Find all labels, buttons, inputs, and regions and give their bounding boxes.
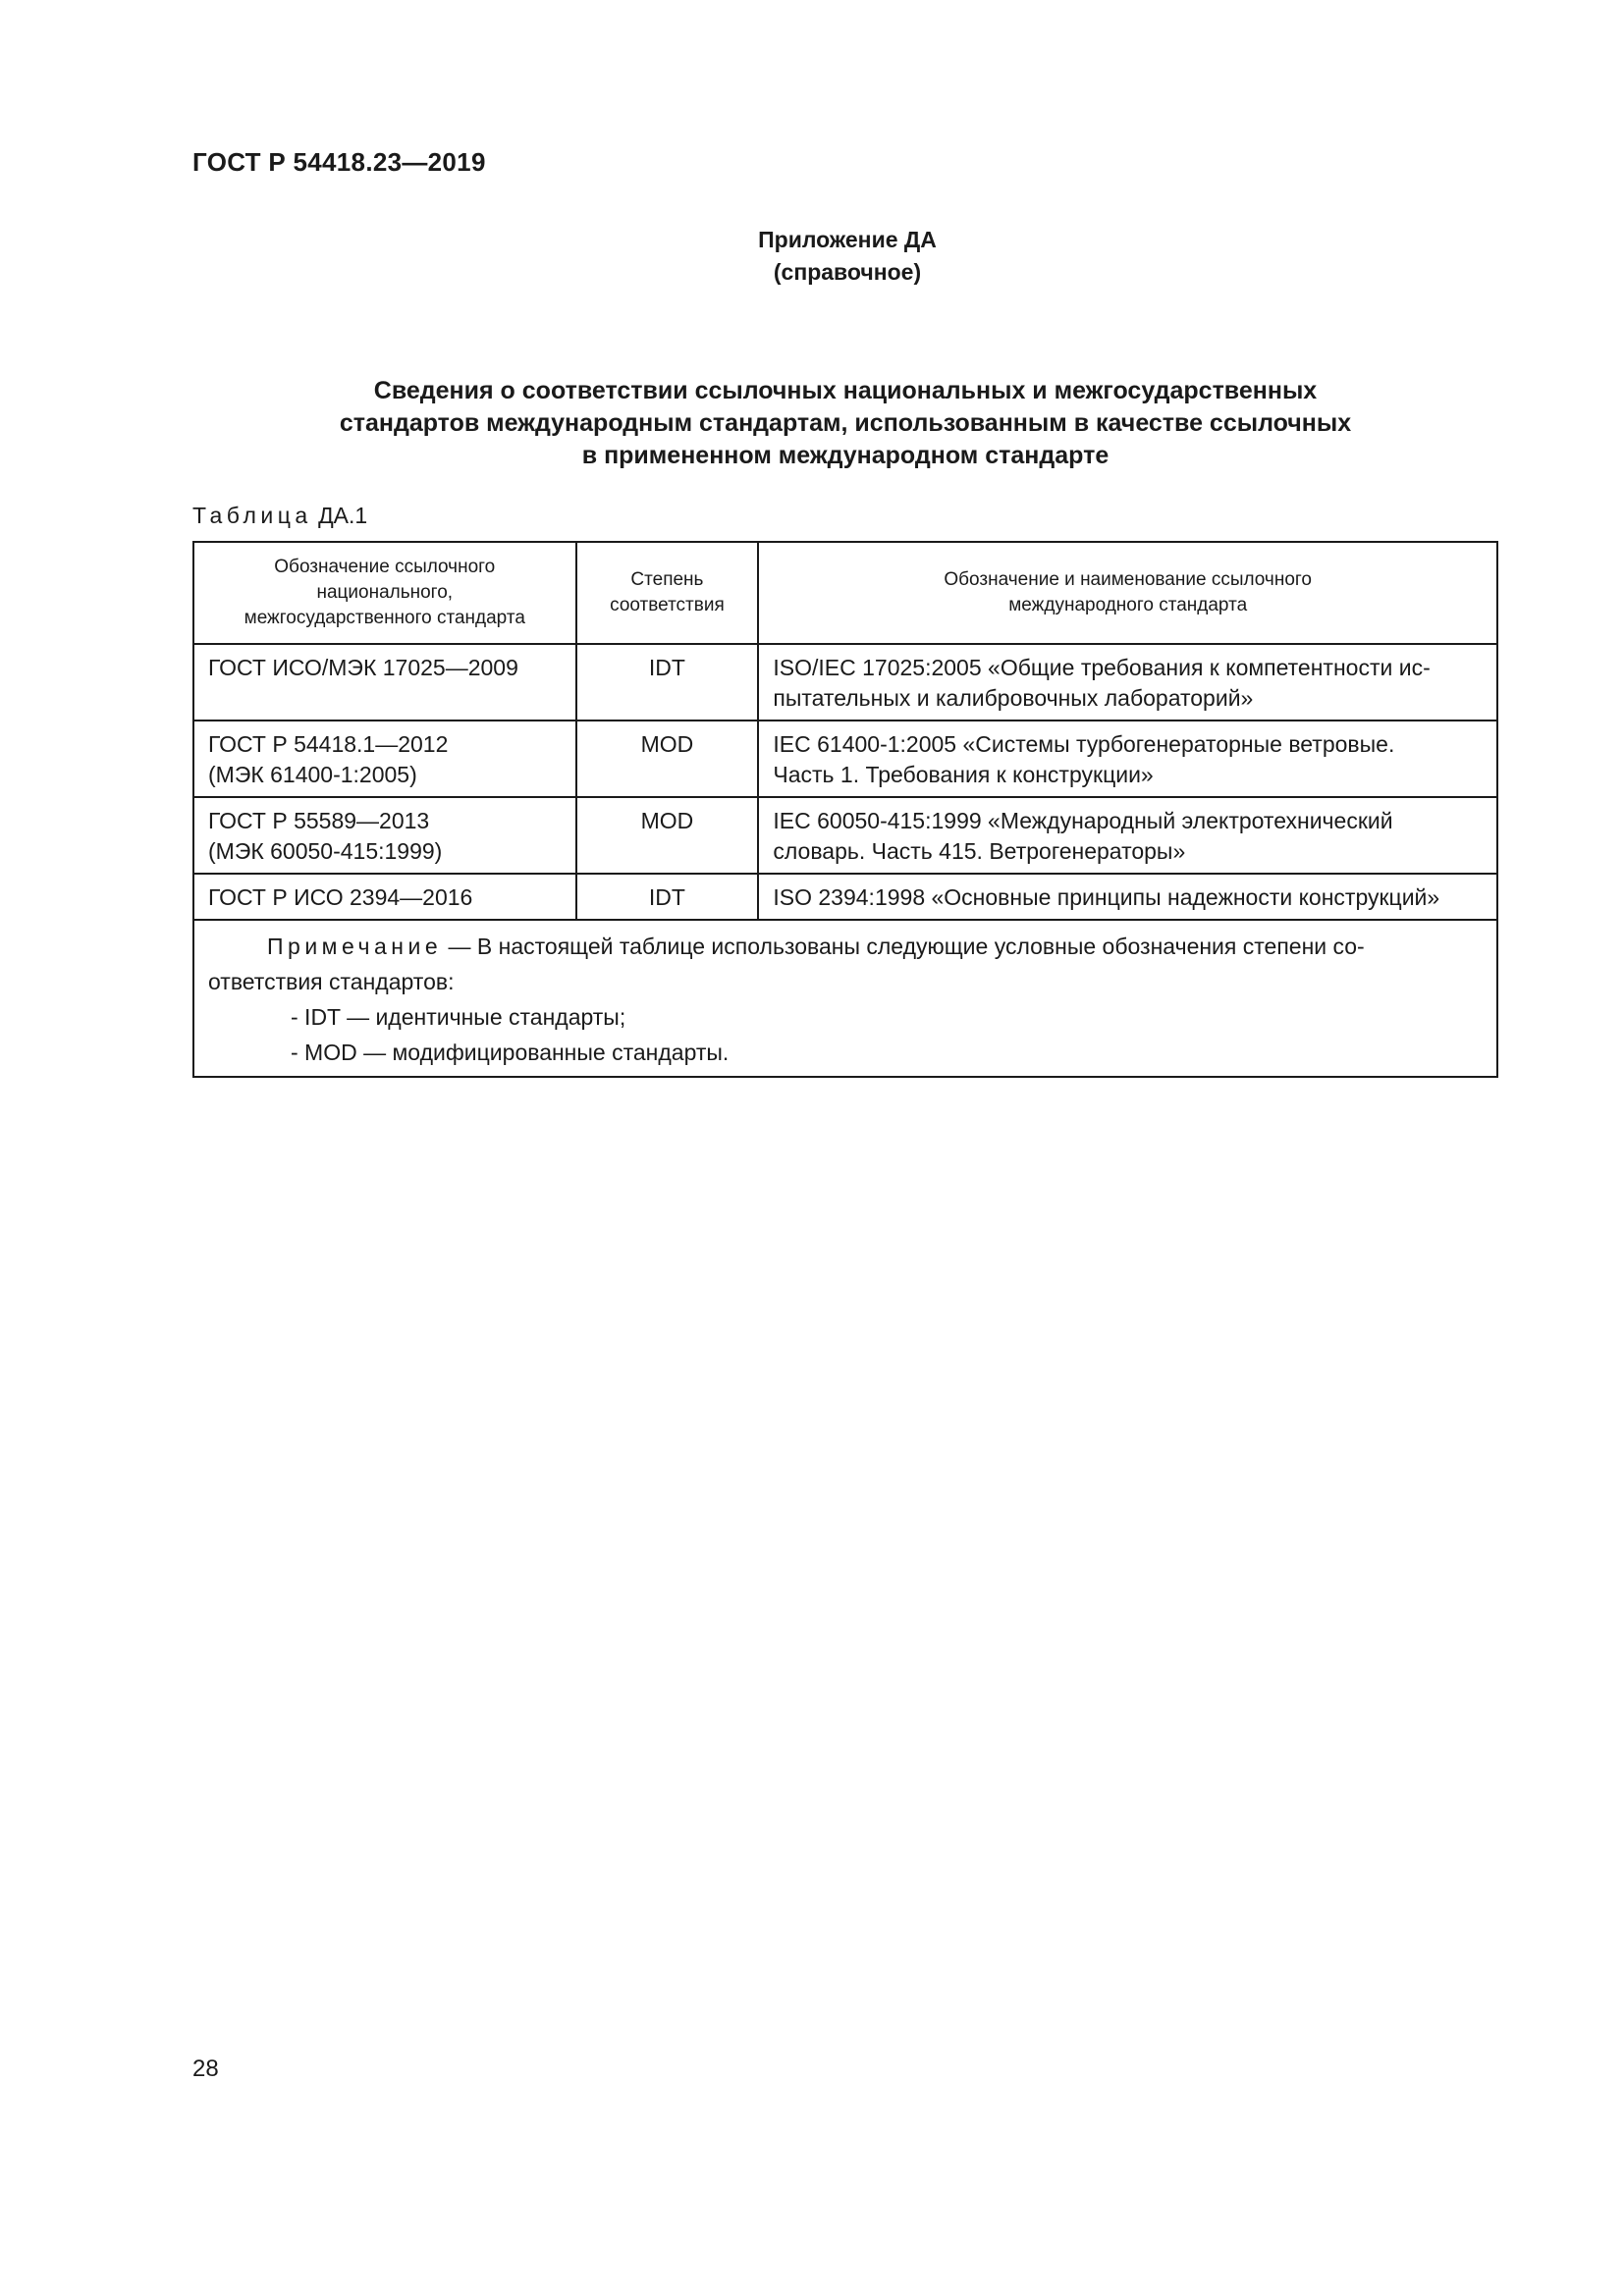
cell-international (758, 797, 1497, 874)
cell-line: (МЭК 60050-415:1999) (208, 838, 443, 864)
note-item-idt: - IDT — идентичные стандарты; (291, 1004, 626, 1030)
title-line: Сведения о соответствии ссылочных национальных и межгосударственных (373, 377, 1318, 404)
note-label: Примечание (267, 934, 443, 959)
cell-line: ГОСТ Р 54418.1—2012 (208, 731, 449, 757)
appendix-heading (0, 224, 1624, 289)
cell-international (758, 721, 1497, 797)
header-line: соответствия (610, 595, 725, 615)
note-text-line: — В настоящей таблице использованы следующие условные обозначения степени со- (442, 934, 1365, 959)
header-international-standard (758, 542, 1497, 644)
header-line: международного стандарта (1008, 595, 1248, 615)
title-line: в примененном международном стандарте (581, 442, 1110, 469)
table-caption-word: Таблица (192, 503, 312, 528)
header-line: Степень (630, 569, 704, 590)
correspondence-table (192, 541, 1498, 1078)
cell-line: ISO/IEC 17025:2005 «Общие требования к компетентности ис- (773, 655, 1431, 680)
cell-national (193, 874, 576, 920)
table-row (193, 874, 1497, 920)
header-degree (576, 542, 759, 644)
cell-national (193, 644, 576, 721)
cell-international (758, 874, 1497, 920)
table-note-row (193, 920, 1497, 1077)
cell-line: (МЭК 61400-1:2005) (208, 762, 417, 787)
cell-line: IEC 61400-1:2005 «Системы турбогенераторные ветровые. (773, 731, 1395, 757)
table-note (193, 920, 1497, 1077)
appendix-subtitle: (справочное) (773, 259, 922, 285)
table-row (193, 644, 1497, 721)
cell-line: Часть 1. Требования к конструкции» (773, 762, 1154, 787)
note-text (208, 929, 1483, 964)
table-caption (192, 503, 367, 529)
note-text-line: ответствия стандартов: (208, 969, 455, 994)
table-header-row (193, 542, 1497, 644)
header-line: Обозначение ссылочного (274, 557, 496, 577)
title-line: стандартов международным стандартам, использованным в качестве ссылочных (339, 409, 1352, 437)
header-line: межгосударственного стандарта (244, 608, 525, 628)
table-caption-number: ДА.1 (318, 503, 368, 528)
cell-degree: IDT (576, 874, 759, 920)
note-item-mod: - MOD — модифицированные стандарты. (291, 1040, 730, 1065)
cell-degree: IDT (576, 644, 759, 721)
cell-line: ГОСТ Р 55589—2013 (208, 808, 430, 833)
table-row (193, 797, 1497, 874)
cell-national (193, 721, 576, 797)
cell-degree: MOD (576, 721, 759, 797)
cell-line: пытательных и калибровочных лабораторий» (773, 685, 1254, 711)
table-row (193, 721, 1497, 797)
page-number: 28 (192, 2056, 219, 2082)
header-line: национального, (316, 582, 454, 603)
cell-line: ISO 2394:1998 «Основные принципы надежности конструкций» (773, 884, 1440, 910)
document-number: ГОСТ Р 54418.23—2019 (192, 147, 486, 177)
cell-international (758, 644, 1497, 721)
cell-degree: MOD (576, 797, 759, 874)
cell-line: IEC 60050-415:1999 «Международный электротехнический (773, 808, 1393, 833)
cell-line: словарь. Часть 415. Ветрогенераторы» (773, 838, 1186, 864)
header-line: Обозначение и наименование ссылочного (944, 569, 1312, 590)
cell-line: ГОСТ Р ИСО 2394—2016 (208, 884, 473, 910)
cell-line: ГОСТ ИСО/МЭК 17025—2009 (208, 655, 518, 680)
header-national-standard (193, 542, 576, 644)
section-title (192, 375, 1498, 472)
appendix-title: Приложение ДА (758, 227, 937, 252)
cell-national (193, 797, 576, 874)
